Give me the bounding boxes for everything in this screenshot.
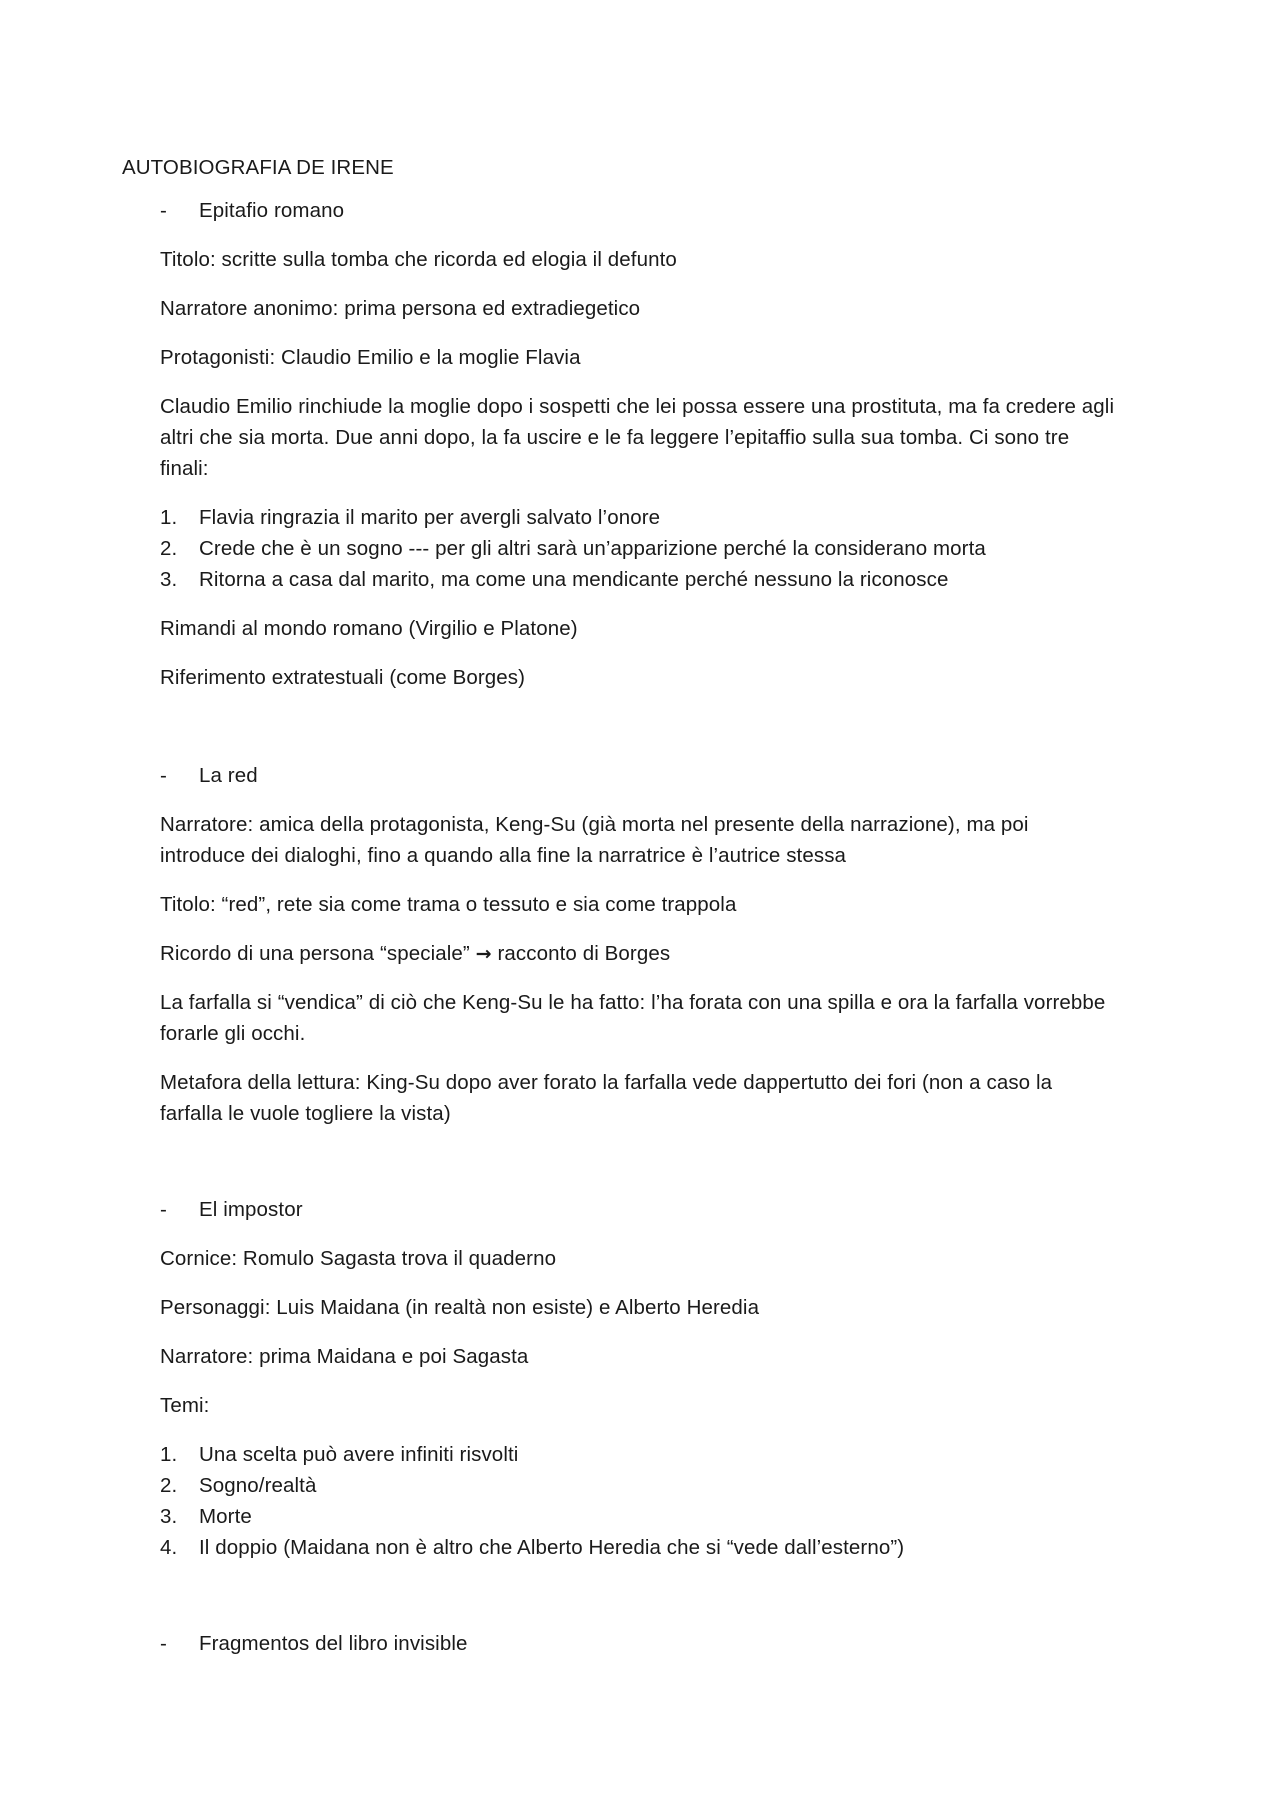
section-bullet: - xyxy=(160,1632,167,1655)
section-heading: Epitafio romano xyxy=(199,199,345,222)
paragraph: Protagonisti: Claudio Emilio e la moglie Flavia xyxy=(160,346,581,369)
paragraph-line: Narratore: amica della protagonista, Keng-Su (già morta nel presente della narrazione), ma poi xyxy=(160,813,1029,836)
list-item: Sogno/realtà xyxy=(199,1474,317,1497)
paragraph: Narratore anonimo: prima persona ed extradiegetico xyxy=(160,297,641,320)
list-item: Crede che è un sogno --- per gli altri sarà un’apparizione perché la considerano morta xyxy=(199,537,986,560)
list-number: 1. xyxy=(160,1443,178,1466)
paragraph-line: altri che sia morta. Due anni dopo, la fa uscire e le fa leggere l’epitaffio sulla sua tomba. Ci sono tre xyxy=(160,426,1070,449)
section-bullet: - xyxy=(160,764,167,787)
list-number: 4. xyxy=(160,1536,178,1559)
paragraph: Rimandi al mondo romano (Virgilio e Platone) xyxy=(160,617,578,640)
paragraph-line: finali: xyxy=(160,457,209,480)
paragraph: Titolo: “red”, rete sia come trama o tessuto e sia come trappola xyxy=(160,893,737,916)
list-number: 2. xyxy=(160,537,178,560)
paragraph-part: racconto di Borges xyxy=(497,942,671,965)
section-heading: La red xyxy=(199,764,258,787)
section-heading: El impostor xyxy=(199,1198,303,1221)
paragraph xyxy=(160,939,670,969)
paragraph-line: introduce dei dialoghi, fino a quando alla fine la narratrice è l’autrice stessa xyxy=(160,844,847,867)
arrow-right-icon: → xyxy=(475,943,492,965)
section-bullet: - xyxy=(160,1198,167,1221)
list-number: 1. xyxy=(160,506,178,529)
paragraph: Personaggi: Luis Maidana (in realtà non esiste) e Alberto Heredia xyxy=(160,1296,760,1319)
paragraph: Narratore: prima Maidana e poi Sagasta xyxy=(160,1345,529,1368)
list-item: Ritorna a casa dal marito, ma come una mendicante perché nessuno la riconosce xyxy=(199,568,949,591)
section-heading: Fragmentos del libro invisible xyxy=(199,1632,468,1655)
paragraph: Riferimento extratestuali (come Borges) xyxy=(160,666,526,689)
paragraph-line: La farfalla si “vendica” di ciò che Keng-Su le ha fatto: l’ha forata con una spilla e ora la farfalla vorrebbe xyxy=(160,991,1106,1014)
list-item: Il doppio (Maidana non è altro che Alberto Heredia che si “vede dall’esterno”) xyxy=(199,1536,905,1559)
list-number: 3. xyxy=(160,1505,178,1528)
paragraph-line: Claudio Emilio rinchiude la moglie dopo i sospetti che lei possa essere una prostituta, ma fa credere agli xyxy=(160,395,1115,418)
list-item: Flavia ringrazia il marito per avergli salvato l’onore xyxy=(199,506,661,529)
paragraph-line: forarle gli occhi. xyxy=(160,1022,306,1045)
paragraph: Temi: xyxy=(160,1394,210,1417)
list-item: Morte xyxy=(199,1505,252,1528)
paragraph-line: Metafora della lettura: King-Su dopo aver forato la farfalla vede dappertutto dei fori (non a caso la xyxy=(160,1071,1053,1094)
section-bullet: - xyxy=(160,199,167,222)
paragraph: Titolo: scritte sulla tomba che ricorda ed elogia il defunto xyxy=(160,248,677,271)
paragraph: Cornice: Romulo Sagasta trova il quaderno xyxy=(160,1247,557,1270)
paragraph-part: Ricordo di una persona “speciale” xyxy=(160,942,470,965)
list-number: 3. xyxy=(160,568,178,591)
list-number: 2. xyxy=(160,1474,178,1497)
document-title: AUTOBIOGRAFIA DE IRENE xyxy=(122,156,394,179)
list-item: Una scelta può avere infiniti risvolti xyxy=(199,1443,519,1466)
paragraph-line: farfalla le vuole togliere la vista) xyxy=(160,1102,451,1125)
